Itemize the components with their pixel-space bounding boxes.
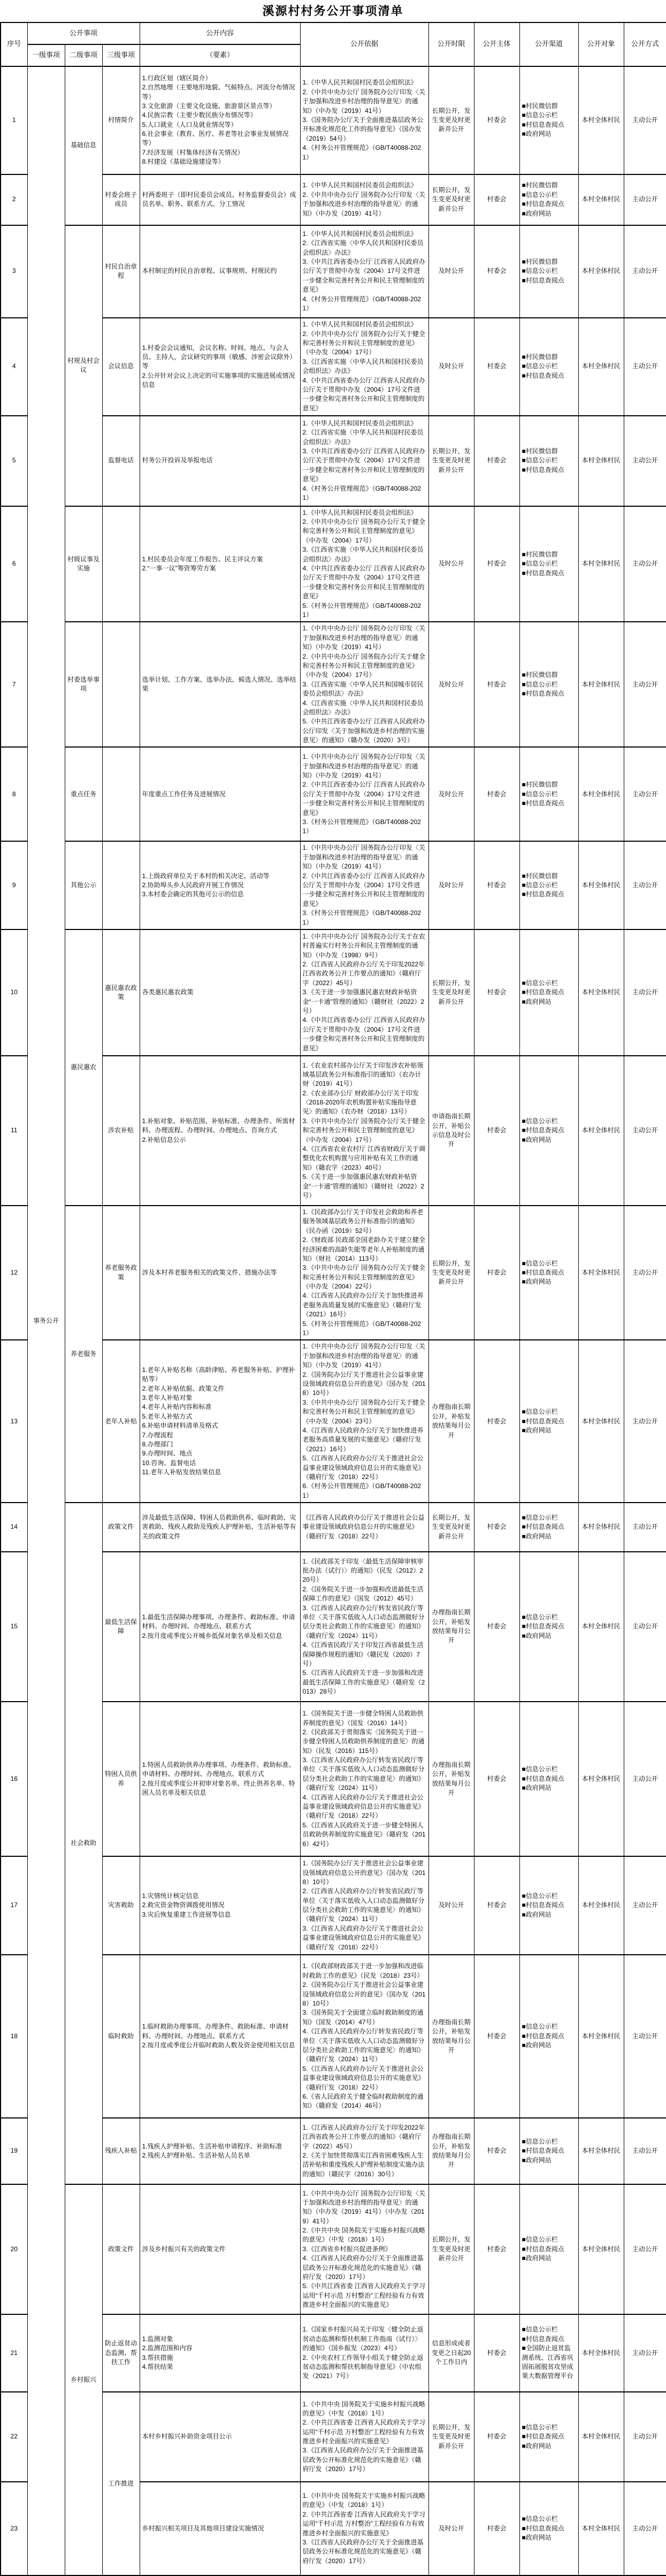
disclosure-table bbox=[0, 22, 666, 2576]
cell-method: 主动公开 bbox=[624, 318, 666, 416]
cell-method: 主动公开 bbox=[624, 2482, 666, 2575]
cell-level2: 乡村振兴 bbox=[65, 2184, 102, 2575]
cell-time-limit: 信息形成或者变更之日起20个工作日内 bbox=[428, 2314, 474, 2392]
cell-subject: 村委会 bbox=[474, 416, 519, 506]
cell-level3: 政策文件 bbox=[102, 2184, 140, 2314]
cell-basis: 1.《中华人民共和国村民委员会组织法》 2.《中共中央办公厅 国务院办公厅关于健全和完善村务公开和民主管理制度的意见》（中办发（2004）17号） 3.《江西省实施〈中华人民共和国村民委员会组织法〉办法》 4.《中共江西省委办公厅 江西省人民政府办公厅关于贯彻中办发（2004）17号文件进一步健全和完善村务公开和民主管理制度的意见》 5.《村务公开管理规范》（GB/T40088-2021） bbox=[300, 506, 428, 622]
cell-time-limit: 及时公开 bbox=[428, 1856, 474, 1955]
cell-serial: 6 bbox=[1, 506, 27, 622]
cell-audience: 本村全体村民 bbox=[578, 416, 624, 506]
cell-serial: 5 bbox=[1, 416, 27, 506]
cell-audience: 本村全体村民 bbox=[578, 1702, 624, 1856]
table-row bbox=[1, 66, 666, 174]
cell-audience: 本村全体村民 bbox=[578, 506, 624, 622]
header-content-sub: （要素） bbox=[140, 44, 300, 66]
table-row bbox=[1, 2184, 666, 2314]
cell-channels: ■村民微信群 ■信息公示栏 ■村信息查阅点 bbox=[519, 318, 578, 416]
cell-basis: 《江西省人民政府办公厅关于推进社会公益事业建设领域政府信息公开的实施意见》（赣府厅发（2018）22号） bbox=[300, 1503, 428, 1552]
cell-subject: 村委会 bbox=[474, 747, 519, 841]
cell-subject: 村委会 bbox=[474, 1552, 519, 1702]
header-method: 公开方式 bbox=[624, 22, 666, 66]
cell-subject: 村委会 bbox=[474, 1702, 519, 1856]
cell-subject: 村委会 bbox=[474, 2314, 519, 2392]
cell-content: 各类惠民惠农政策 bbox=[140, 929, 300, 1056]
cell-level3 bbox=[102, 622, 140, 747]
cell-audience: 本村全体村民 bbox=[578, 174, 624, 225]
table-row bbox=[1, 622, 666, 747]
cell-method: 主动公开 bbox=[624, 622, 666, 747]
cell-level3: 老年人补贴 bbox=[102, 1340, 140, 1503]
cell-serial: 11 bbox=[1, 1056, 27, 1206]
cell-serial: 8 bbox=[1, 747, 27, 841]
cell-content: 1.监测对象 2.监测范围和内容 3.帮扶措施 4.帮扶结果 bbox=[140, 2314, 300, 2392]
cell-subject: 村委会 bbox=[474, 1503, 519, 1552]
cell-level2: 惠民惠农 bbox=[65, 929, 102, 1206]
cell-content: 1.村委会会议通知，会议名称、时间、地点、与会人员、主持人，会议研究的事项（敏感、涉密会议除外）等 2.公开针对会议上决定的可实施事项的实施进展或情况信息 bbox=[140, 318, 300, 416]
cell-content: 本村制定的村民自治章程、议事规则、村规民约 bbox=[140, 225, 300, 318]
cell-channels: ■村民微信群 ■信息公示栏 ■村信息查阅点 bbox=[519, 622, 578, 747]
cell-channels: ■村民微信群 ■信息公示栏 ■村信息查阅点 bbox=[519, 506, 578, 622]
cell-method: 主动公开 bbox=[624, 1552, 666, 1702]
cell-content: 本村乡村振兴补助资金项目公示 bbox=[140, 2392, 300, 2482]
cell-basis: 1.《中共中央办公厅 国务院办公厅关于在农村普遍实行村务公开和民主管理制度的通知》（中办发（1998）9号） 2.《江西省人民政府办公厅关于印发2022年江西省政务公开工作要点的通知》（赣府厅字（2022）45号） 3.《关于进一步加强惠民惠农财政补贴资金“一卡通”管理的通知》（赣财社（2022）2号） 4.《中共江西省委办公厅 江西省人民政府办公厅关于贯彻中办发（2004）17号文件进一步健全和完善村务公开和民主管理制度的意见》 bbox=[300, 929, 428, 1056]
cell-level3: 最低生活保障 bbox=[102, 1552, 140, 1702]
cell-content: 1.行政区划（辖区简介） 2.自然地理（主要地形地貌、气候特点、河流分布情况等） 3.文化旅游（主要文化设施、旅游景区景点等） 4.民族宗教（主要少数民族分布情况等） 5.人口就业（人口及就业情况等） 6.社会事业（教育、医疗、养老等社会事业发展情况等） 7.经济发展（村集体经济有关情况） 8.村建设（基础设施建设等） bbox=[140, 66, 300, 174]
cell-level3: 村民自治章程 bbox=[102, 225, 140, 318]
cell-channels: ■信息公示栏 ■村信息查阅点 ■政府网站 bbox=[519, 1856, 578, 1955]
header-time-limit: 公开时限 bbox=[428, 22, 474, 66]
cell-audience: 本村全体村民 bbox=[578, 1552, 624, 1702]
cell-level2: 村规及村会议 bbox=[65, 225, 102, 506]
cell-time-limit: 长期公开，发生变更及时更新并公开 bbox=[428, 1503, 474, 1552]
cell-content: 1.残疾人护理补贴、生活补贴申请程序、补助标准 2.残疾人护理补贴、生活补贴人员名单 bbox=[140, 2118, 300, 2184]
cell-channels: ■信息公示栏 ■村信息查阅点 ■政府网站 bbox=[519, 1503, 578, 1552]
cell-time-limit: 长期公开，发生变更及时更新并公开 bbox=[428, 174, 474, 225]
cell-level3 bbox=[102, 747, 140, 841]
cell-time-limit: 长期公开，发生变更及时更新并公开 bbox=[428, 416, 474, 506]
cell-time-limit: 及时公开 bbox=[428, 841, 474, 929]
cell-time-limit: 申请指南长期公开，补贴公示信息及时公开 bbox=[428, 1056, 474, 1206]
cell-level3: 工作推进 bbox=[102, 2392, 140, 2575]
cell-content: 涉及最低生活保障、特困人员救助供养、临时救助、灾害救助、残疾人救助及残疾人护理补贴、生活补贴等有关的政策文件 bbox=[140, 1503, 300, 1552]
header-audience: 公开对象 bbox=[578, 22, 624, 66]
cell-time-limit: 办理指南长期公开，补贴发放结果每月公开 bbox=[428, 1340, 474, 1503]
cell-serial: 4 bbox=[1, 318, 27, 416]
cell-content: 村务公开投诉及举报电话 bbox=[140, 416, 300, 506]
cell-time-limit: 长期公开，发生变更及时更新并公开 bbox=[428, 1206, 474, 1340]
header-content: 公开内容 bbox=[140, 22, 300, 44]
table-row bbox=[1, 1206, 666, 1340]
cell-channels: ■村民微信群 ■信息公示栏 ■村信息查阅点 bbox=[519, 841, 578, 929]
table-row bbox=[1, 225, 666, 318]
cell-method: 主动公开 bbox=[624, 2118, 666, 2184]
cell-serial: 9 bbox=[1, 841, 27, 929]
cell-time-limit: 及时公开 bbox=[428, 506, 474, 622]
header-basis: 公开依据 bbox=[300, 22, 428, 66]
cell-method: 主动公开 bbox=[624, 2392, 666, 2482]
cell-serial: 19 bbox=[1, 2118, 27, 2184]
cell-serial: 1 bbox=[1, 66, 27, 174]
cell-audience: 本村全体村民 bbox=[578, 1955, 624, 2118]
cell-level2: 其他公示 bbox=[65, 841, 102, 929]
cell-method: 主动公开 bbox=[624, 1856, 666, 1955]
cell-channels: ■信息公示栏 ■村信息查阅点 ■政府网站 bbox=[519, 929, 578, 1056]
cell-channels: ■信息公示栏 ■村信息查阅点 ■政府网站 bbox=[519, 2184, 578, 2314]
table-row bbox=[1, 747, 666, 841]
table-row bbox=[1, 506, 666, 622]
cell-level3: 养老服务政策 bbox=[102, 1206, 140, 1340]
cell-time-limit: 长期公开，发生变更及时更新并公开 bbox=[428, 2184, 474, 2314]
cell-audience: 本村全体村民 bbox=[578, 2118, 624, 2184]
cell-basis: 1.《国务院关于进一步健全特困人员救助供养制度的意见》（国发（2016）14号） 2.《民政部关于贯彻落实〈国务院关于进一步健全特困人员救助供养制度的意见〉的通知》（民发（2016）115号） 3.《江西省人民政府办公厅转发省民政厅等单位〈关于落实低收入人口动态监测做好分层分类社会救助工作的实施意见〉的通知》（赣府厅发（2024）11号） 4.《江西省人民政府办公厅关于推进社会公益事业建设领域政府信息公开的实施意见》（赣府厅发（2018）22号） 5.《江西省人民政府关于进一步健全特困人员救助供养制度的实施意见》（赣府发（2016）42号） bbox=[300, 1702, 428, 1856]
table-row bbox=[1, 929, 666, 1056]
cell-method: 主动公开 bbox=[624, 1340, 666, 1503]
cell-channels: ■信息公示栏 ■村信息查阅点 ■政府网站 bbox=[519, 2482, 578, 2575]
cell-channels: ■信息公示栏 ■村信息查阅点 ■政府网站 bbox=[519, 1056, 578, 1206]
cell-channels: ■信息公示栏 ■村信息查阅点 ■政府网站 bbox=[519, 2118, 578, 2184]
cell-time-limit: 办理指南长期公开，补贴发放结果每月公开 bbox=[428, 1702, 474, 1856]
cell-content: 涉及本村养老服务相关的政策文件、措施办法等 bbox=[140, 1206, 300, 1340]
cell-serial: 18 bbox=[1, 1955, 27, 2118]
cell-basis: 1.《江西省人民政府办公厅关于印发2022年江西省政务公开工作要点的通知》（赣府厅字（2022）45号） 2.《关于加快贯彻落实江西省困难残疾人生活补贴和重度残疾人护理补贴制度实施办法的通知》（赣民字（2016）30号） bbox=[300, 2118, 428, 2184]
cell-subject: 村委会 bbox=[474, 929, 519, 1056]
cell-basis: 1.《中华人民共和国村民委员会组织法》 2.《中共中央办公厅 国务院办公厅关于健全和完善村务公开和民主管理制度的意见》（中办发（2004）17号） 3.《江西省实施〈中华人民共和国村民委员会组织法〉办法》 4.《中共江西省委办公厅 江西省人民政府办公厅关于贯彻中办发（2004）17号文件进一步健全和完善村务公开和民主管理制度的意见》 bbox=[300, 318, 428, 416]
cell-content: 涉及乡村振兴有关的政策文件 bbox=[140, 2184, 300, 2314]
header-level1: 一级事项 bbox=[27, 44, 65, 66]
cell-audience: 本村全体村民 bbox=[578, 622, 624, 747]
cell-serial: 17 bbox=[1, 1856, 27, 1955]
cell-subject: 村委会 bbox=[474, 66, 519, 174]
cell-basis: 1.《中共中央办公厅 国务院办公厅印发〈关于加强和改进乡村治理的指导意见〉的通知》（中办发（2019）41号） 2.《中共江西省委办公厅 江西省人民政府办公厅关于贯彻中办发（2004）17号文件进一步健全和完善村务公开和民主管理制度的意见》 3.《村务公开管理规范》（GB/T40088-2021） bbox=[300, 841, 428, 929]
cell-content: 1.最低生活保障办理事项、办理条件、救助标准、申请材料、办理时间、办理地点、联系方式 2.按月度或季度公开城乡低保对象名单及相关信息 bbox=[140, 1552, 300, 1702]
cell-method: 主动公开 bbox=[624, 747, 666, 841]
cell-time-limit: 办理指南长期公开，补贴发放结果每月公开 bbox=[428, 1955, 474, 2118]
cell-level2: 社会救助 bbox=[65, 1503, 102, 2184]
cell-serial: 22 bbox=[1, 2392, 27, 2482]
cell-level3: 临时救助 bbox=[102, 1955, 140, 2118]
header-subject: 公开主体 bbox=[474, 22, 519, 66]
cell-method: 主动公开 bbox=[624, 225, 666, 318]
cell-level2: 重点任务 bbox=[65, 747, 102, 841]
cell-level2: 基础信息 bbox=[65, 66, 102, 225]
table-row bbox=[1, 1503, 666, 1552]
cell-subject: 村委会 bbox=[474, 841, 519, 929]
cell-level3: 村委会班子成员 bbox=[102, 174, 140, 225]
cell-level3: 惠民惠农政策 bbox=[102, 929, 140, 1056]
cell-subject: 村委会 bbox=[474, 1955, 519, 2118]
cell-content: 村两委班子（即村民委员会成员、村务监督委员会）成员名单、职务、联系方式、分工情况 bbox=[140, 174, 300, 225]
cell-subject: 村委会 bbox=[474, 506, 519, 622]
cell-audience: 本村全体村民 bbox=[578, 66, 624, 174]
table-header bbox=[1, 22, 666, 66]
cell-subject: 村委会 bbox=[474, 1856, 519, 1955]
cell-content: 1.灾情统计核定信息 2.救灾资金物资调拨使用情况 3.灾后恢复重建工作进展等信息 bbox=[140, 1856, 300, 1955]
cell-basis: 1.《中共中央办公厅 国务院办公厅印发〈关于加强和改进乡村治理的指导意见〉的通知》（中办发（2019）41号） 2.《国务院办公厅关于推进社会公益事业建设领域政府信息公开的意见》（国办发（2018）10号） 3.《中共中央办公厅 国务院办公厅关于健全和完善村务公开和民主管理制度的意见》（中办发（2004）23号） 4.《江西省人民政府办公厅关于加快推进养老服务高质量发展的实施意见》（赣府厅发（2021）16号） 5.《江西省人民政府办公厅关于推进社会公益事业建设领域政府信息公开的实施意见》（赣府厅发（2018）22号） 6.《村务公开管理规范》（GB/T40088-2021） bbox=[300, 1340, 428, 1503]
cell-content: 1.临时救助办理事项、办理条件、救助标准、申请材料、办理时间、办理地点、联系方式 2.按月度或季度公开临时救助人数及资金使用相关信息 bbox=[140, 1955, 300, 2118]
cell-subject: 村委会 bbox=[474, 318, 519, 416]
cell-channels: ■村民微信群 ■信息公示栏 ■村信息查阅点 bbox=[519, 747, 578, 841]
cell-level3 bbox=[102, 841, 140, 929]
cell-audience: 本村全体村民 bbox=[578, 318, 624, 416]
cell-content: 1.上级政府单位关于本村的相关决定、活动等 2.协助埠头乡人民政府开展工作情况 3.本村委会确定的其他可公示的信息 bbox=[140, 841, 300, 929]
cell-channels: ■村民微信群 ■信息公示栏 ■村信息查阅点 ■政府网站 bbox=[519, 174, 578, 225]
cell-audience: 本村全体村民 bbox=[578, 2314, 624, 2392]
cell-subject: 村委会 bbox=[474, 1340, 519, 1503]
cell-subject: 村委会 bbox=[474, 2482, 519, 2575]
page-title: 溪源村村务公开事项清单 bbox=[262, 4, 404, 18]
cell-level3: 会议信息 bbox=[102, 318, 140, 416]
cell-channels: ■信息公示栏 ■村信息查阅点 ■政府网站 bbox=[519, 2392, 578, 2482]
cell-channels: ■信息公示栏 ■村信息查阅点 ■政府网站 bbox=[519, 1340, 578, 1503]
cell-basis: 1.《民政部办公厅关于印发社会救助和养老服务领域基层政务公开标准指引的通知》（民办函（2019）52号） 2.《财政部 民政部全国老龄办关于建立健全经济困难的高龄失能等老年人补贴制度的通知》（财社（2014）113号） 3.《中共中央办公厅 国务院办公厅关于健全和完善村务公开和民主管理制度的意见》（中办发（2004）22号） 4.《江西省人民政府办公厅关于加快推进养老服务高质量发展的实施意见》（赣府厅发（2021）16号） 5.《村务公开管理规范》（GB/T40088-2021） bbox=[300, 1206, 428, 1340]
cell-method: 主动公开 bbox=[624, 1955, 666, 2118]
cell-subject: 村委会 bbox=[474, 174, 519, 225]
cell-level2: 养老服务 bbox=[65, 1206, 102, 1503]
cell-level3: 政策文件 bbox=[102, 1503, 140, 1552]
header-level2: 二级事项 bbox=[65, 44, 102, 66]
cell-basis: 1.《中华人民共和国村民委员会组织法》 2.《江西省实施〈中华人民共和国村民委员会组织法〉办法》 3.《中共江西省委办公厅 江西省人民政府办公厅关于贯彻中办发（2004）17号文件进一步健全和完善村务公开和民主管理制度的意见》 4.《村务公开管理规范》（GB/T40088-2021） bbox=[300, 416, 428, 506]
cell-level3: 村情简介 bbox=[102, 66, 140, 174]
cell-channels: ■信息公示栏 ■村信息查阅点 ■政府网站 bbox=[519, 1702, 578, 1856]
cell-level1: 事务公开 bbox=[27, 66, 65, 2575]
cell-level3: 灾害救助 bbox=[102, 1856, 140, 1955]
cell-serial: 15 bbox=[1, 1552, 27, 1702]
cell-basis: 1.《中共中央办公厅 国务院办公厅印发〈关于加强和改进乡村治理的指导意见〉的通知》（中办发（2019）41号） 2.《中共中央办公厅 国务院办公厅关于健全和完善村务公开和民主管理制度的意见》（中办发（2004）17号） 3.《江西省实施〈中华人民共和国城市居民委员会组织法〉办法》 4.《江西省实施〈中华人民共和国村民委员会组织法〉办法》 5.《中共江西省委办公厅 江西省人民政府办公厅印发〈关于加强和改进乡村治理的实施意见〉的通知》（赣办发（2020）3号） bbox=[300, 622, 428, 747]
cell-audience: 本村全体村民 bbox=[578, 2392, 624, 2482]
cell-basis: 1.《中华人民共和国村民委员会组织法》 2.《中共中央办公厅 国务院办公厅印发〈关于加强和改进乡村治理的指导意见〉的通知》（中办发（2019）41号） bbox=[300, 174, 428, 225]
cell-serial: 23 bbox=[1, 2482, 27, 2575]
cell-audience: 本村全体村民 bbox=[578, 929, 624, 1056]
cell-content: 1.老年人补贴名称（高龄津贴、养老服务补贴、护理补贴等） 2.老年人补贴依据、政策文件 3.老年人补贴对象 4.老年人补贴内容和标准 5.老年人补贴方式 6.补贴申请材料清单及格式 7.办理流程 8.办理部门 9.办理时间、地点 10.咨询、监督电话 11.老年人补贴发放结果信息 bbox=[140, 1340, 300, 1503]
cell-channels: ■村民微信群 ■信息公示栏 ■村信息查阅点 bbox=[519, 416, 578, 506]
table-row bbox=[1, 841, 666, 929]
cell-content: 1.特困人员救助供养办理事项、办理条件、救助标准、申请材料、办理时间、办理地点、联系方式 2.按月度或季度公开初审对象名单、终止供养名单、特困人员名单及相关信息 bbox=[140, 1702, 300, 1856]
cell-subject: 村委会 bbox=[474, 1206, 519, 1340]
cell-method: 主动公开 bbox=[624, 929, 666, 1056]
cell-method: 主动公开 bbox=[624, 2184, 666, 2314]
cell-method: 主动公开 bbox=[624, 841, 666, 929]
cell-audience: 本村全体村民 bbox=[578, 841, 624, 929]
cell-method: 主动公开 bbox=[624, 1206, 666, 1340]
cell-audience: 本村全体村民 bbox=[578, 1206, 624, 1340]
cell-method: 主动公开 bbox=[624, 1056, 666, 1206]
cell-serial: 13 bbox=[1, 1340, 27, 1503]
cell-serial: 7 bbox=[1, 622, 27, 747]
cell-content: 选举计划、工作方案、选举办法、候选人情况、选举结果 bbox=[140, 622, 300, 747]
cell-content: 1.村民委员会年度工作报告、民主评议方案 2.“一事一议”筹资筹劳方案 bbox=[140, 506, 300, 622]
cell-level3: 特困人员供养 bbox=[102, 1702, 140, 1856]
cell-serial: 16 bbox=[1, 1702, 27, 1856]
cell-basis: 1.《中共中央 国务院关于实施乡村振兴战略的意见》（中发（2018）1号） 2.《中共江西省委 江西省人民政府关于学习运用“千村示范 万村整治”工程经验有力有效推进乡村全面振兴的实施意见》 3.《江西省人民政府办公厅关于全面推进基层政务公开标准化规范化的实施意见》（赣府厅发（2020）17号） bbox=[300, 2482, 428, 2575]
header-channel: 公开渠道 bbox=[519, 22, 578, 66]
cell-time-limit: 及时公开 bbox=[428, 225, 474, 318]
cell-method: 主动公开 bbox=[624, 66, 666, 174]
cell-basis: 1.《中华人民共和国村民委员会组织法》 2.《江西省实施〈中华人民共和国村民委员会组织法〉办法》 3.《中共江西省委办公厅 江西省人民政府办公厅关于贯彻中办发（2004）17号文件进一步健全和完善村务公开和民主管理制度的意见》 4.《村务公开管理规范》（GB/T40088-2021） bbox=[300, 225, 428, 318]
cell-level2: 村级议事及实施 bbox=[65, 506, 102, 622]
cell-level3: 防止返贫动态监测、帮扶工作 bbox=[102, 2314, 140, 2392]
cell-basis: 1.《民政部关于印发〈最低生活保障审核审批办法（试行）〉的通知》（民发（2012）220号） 2.《国务院关于进一步加强和改进最低生活保障工作的意见》（国发（2012）45号） 3.《江西省人民政府办公厅转发省民政厅等单位〈关于落实低收入人口动态监测做好分层分类社会救助工作的实施意见〉的通知》（赣府厅发（2024）11号） 4.《江西省民政厅关于印发江西省最低生活保障操作规程的通知》（赣民发（2020）7号） 5.《江西省人民政府关于进一步加强和改进最低生活保障工作的实施意见》（赣府发（2013）28号） bbox=[300, 1552, 428, 1702]
cell-audience: 本村全体村民 bbox=[578, 225, 624, 318]
table-body bbox=[1, 66, 666, 2575]
cell-level3: 涉农补贴 bbox=[102, 1056, 140, 1206]
cell-method: 主动公开 bbox=[624, 1702, 666, 1856]
cell-channels: ■村民微信群 ■信息公示栏 ■村信息查阅点 bbox=[519, 225, 578, 318]
cell-basis: 1.《民政部财政部关于进一步加强和改进临时救助工作的意见》（民发（2018）23号） 2.《国务院办公厅关于推进社会公益事业建设领域政府信息公开的意见》（国办发（2018）10号） 3.《国务院关于全面建立临时救助制度的通知》（国发（2014）47号） 4.《江西省人民政府办公厅转发省民政厅等单位〈关于落实低收入人口动态监测做好分层分类社会救助工作的实施意见〉的通知》（赣府厅发（2024）11号） 5.《江西省人民政府办公厅关于推进社会公益事业建设领域政府信息公开的实施意见》（赣府厅发（2018）22号） 6.《省人民政府关于健全临时救助制度的通知》（赣府发（2014）46号） bbox=[300, 1955, 428, 2118]
cell-audience: 本村全体村民 bbox=[578, 1503, 624, 1552]
cell-audience: 本村全体村民 bbox=[578, 2482, 624, 2575]
cell-subject: 村委会 bbox=[474, 622, 519, 747]
cell-method: 主动公开 bbox=[624, 174, 666, 225]
cell-serial: 14 bbox=[1, 1503, 27, 1552]
cell-method: 主动公开 bbox=[624, 2314, 666, 2392]
cell-audience: 本村全体村民 bbox=[578, 2184, 624, 2314]
cell-time-limit: 及时公开 bbox=[428, 747, 474, 841]
cell-time-limit: 及时公开 bbox=[428, 318, 474, 416]
cell-subject: 村委会 bbox=[474, 2392, 519, 2482]
cell-content: 年度重点工作任务及进展情况 bbox=[140, 747, 300, 841]
cell-channels: ■村民微信群 ■信息公示栏 ■村信息查阅点 ■政府网站 bbox=[519, 66, 578, 174]
cell-channels: ■信息公示栏 ■村信息查阅点 ■全国防止返贫监测系统、江西省巩固拓展脱贫攻坚成果大数据管理平台 bbox=[519, 2314, 578, 2392]
cell-time-limit: 及时公开 bbox=[428, 2482, 474, 2575]
cell-audience: 本村全体村民 bbox=[578, 1340, 624, 1503]
cell-time-limit: 办理指南长期公开，补贴发放结果每月公开 bbox=[428, 2118, 474, 2184]
cell-level3: 监督电话 bbox=[102, 416, 140, 506]
cell-time-limit: 及时公开 bbox=[428, 622, 474, 747]
cell-subject: 村委会 bbox=[474, 2184, 519, 2314]
cell-content: 乡村振兴相关项目及其他项目建设实施情况 bbox=[140, 2482, 300, 2575]
header-row-1 bbox=[1, 22, 666, 44]
cell-level3: 残疾人补贴 bbox=[102, 2118, 140, 2184]
cell-subject: 村委会 bbox=[474, 225, 519, 318]
cell-time-limit: 长期公开，发生变更及时更新并公开 bbox=[428, 66, 474, 174]
cell-method: 主动公开 bbox=[624, 1503, 666, 1552]
cell-channels: ■信息公示栏 ■村信息查阅点 ■政府网站 bbox=[519, 1206, 578, 1340]
header-level3: 三级事项 bbox=[102, 44, 140, 66]
cell-level3 bbox=[102, 506, 140, 622]
cell-serial: 21 bbox=[1, 2314, 27, 2392]
cell-method: 主动公开 bbox=[624, 506, 666, 622]
cell-basis: 1.《农业农村部办公厅关于印发涉农补贴领域基层政务公开标准指引的通知》（农办计财（2019）41号） 2.《农业部办公厅 财政部办公厅关于印发〈2018-2020年农机购置补贴实施指导意见〉的通知》（农办财（2018）13号） 3.《中共中央办公厅 国务院办公厅关于健全和完善村务公开和民主管理制度的意见》（中办发（2004）17号） 4.《江西省农业农村厅 江西省财政厅关于调整优化农机购置与应用补贴有关工作的通知》（赣农字（2023）40号） 5.《关于进一步加强惠民惠农财政补贴资金“一卡通”管理的通知》（赣财社（2022）2号） bbox=[300, 1056, 428, 1206]
cell-basis: 1.《国家乡村振兴局关于印发〈健全防止返贫动态监测和帮扶机制工作指南（试行）〉的通知》（国乡振发（2023）4号） 2.《中央农村工作领导小组关于健全防止返贫动态监测和帮扶机制指导意见》（中农组发（2021）7号） bbox=[300, 2314, 428, 2392]
cell-audience: 本村全体村民 bbox=[578, 747, 624, 841]
cell-basis: 1.《中华人民共和国村民委员会组织法》 2.《中共中央办公厅 国务院办公厅印发〈关于加强和改进乡村治理的指导意见〉的通知》（中办发（2019）41号） 3.《国务院办公厅关于全面推进基层政务公开标准化规范化工作的指导意见》（国办发（2019）54号） 4.《村务公开管理规范》（GB/T40088-2021） bbox=[300, 66, 428, 174]
cell-content: 1.补贴对象、补贴范围、补贴标准、办理条件、所需材料、办理流程、办理时间、办理地点、咨询方式 2.补贴信息公示 bbox=[140, 1056, 300, 1206]
cell-method: 主动公开 bbox=[624, 416, 666, 506]
cell-time-limit: 长期公开，发生变更及时更新并公开 bbox=[428, 2392, 474, 2482]
cell-channels: ■信息公示栏 ■村信息查阅点 ■政府网站 bbox=[519, 1955, 578, 2118]
cell-time-limit: 长期公开，发生变更及时更新并公开 bbox=[428, 929, 474, 1056]
cell-basis: 1.《国务院办公厅关于推进社会公益事业建设领域政府信息公开的意见》（国办发（2018）10号） 2.《江西省人民政府办公厅转发省民政厅等单位〈关于落实低收入人口动态监测做好分层分类社会救助工作的实施意见〉的通知》（赣府厅发（2024）11号） 3.《江西省人民政府办公厅关于推进社会公益事业建设领域政府信息公开的实施意见》（赣府厅发（2018）22号） bbox=[300, 1856, 428, 1955]
cell-subject: 村委会 bbox=[474, 2118, 519, 2184]
cell-serial: 2 bbox=[1, 174, 27, 225]
cell-audience: 本村全体村民 bbox=[578, 1056, 624, 1206]
cell-serial: 12 bbox=[1, 1206, 27, 1340]
cell-basis: 1.《中共中央办公厅 国务院办公厅印发〈关于加强和改进乡村治理的指导意见〉的通知》（中办发（2019）41号）（中办发（2019）41号） 2.《中共中央 国务院关于实施乡村振兴战略的意见》（中发（2018）1号） 3.《江西省乡村振兴促进条例》 4.《江西省人民政府办公厅关于全面推进基层政务公开标准化规范化的实施意见》（赣府厅发（2020）17号） 5.《中共江西省委 江西省人民政府关于学习运用“千村示范 万村整治”工程经验有力有效推进乡村全面振兴的实施意见》 bbox=[300, 2184, 428, 2314]
cell-channels: ■信息公示栏 ■村信息查阅点 ■政府网站 bbox=[519, 1552, 578, 1702]
cell-time-limit: 办理指南长期公开，补贴发放结果每月公开 bbox=[428, 1552, 474, 1702]
cell-audience: 本村全体村民 bbox=[578, 1856, 624, 1955]
cell-serial: 3 bbox=[1, 225, 27, 318]
cell-basis: 1.《中共中央 国务院关于实施乡村振兴战略的意见》（中发（2018）1号） 2.《中共江西省委 江西省人民政府关于学习运用“千村示范 万村整治”工程经验有力有效推进乡村全面振兴的实施意见》 3.《江西省人民政府办公厅关于全面推进基层政务公开标准化规范化的实施意见》（赣府厅发（2020）17号） bbox=[300, 2392, 428, 2482]
cell-level2: 村委选举事项 bbox=[65, 622, 102, 747]
cell-basis: 1.《中共中央办公厅 国务院办公厅印发〈关于加强和改进乡村治理的指导意见〉的通知》（中办发（2019）41号） 2.《中共江西省委办公厅 江西省人民政府办公厅关于贯彻中办发（2004）17号文件进一步健全和完善村务公开和民主管理制度的意见》 3.《村务公开管理规范》（GB/T40088-2021） bbox=[300, 747, 428, 841]
cell-serial: 20 bbox=[1, 2184, 27, 2314]
header-item-group: 公开事项 bbox=[27, 22, 140, 44]
header-serial: 序号 bbox=[1, 22, 27, 66]
cell-subject: 村委会 bbox=[474, 1056, 519, 1206]
cell-serial: 10 bbox=[1, 929, 27, 1056]
